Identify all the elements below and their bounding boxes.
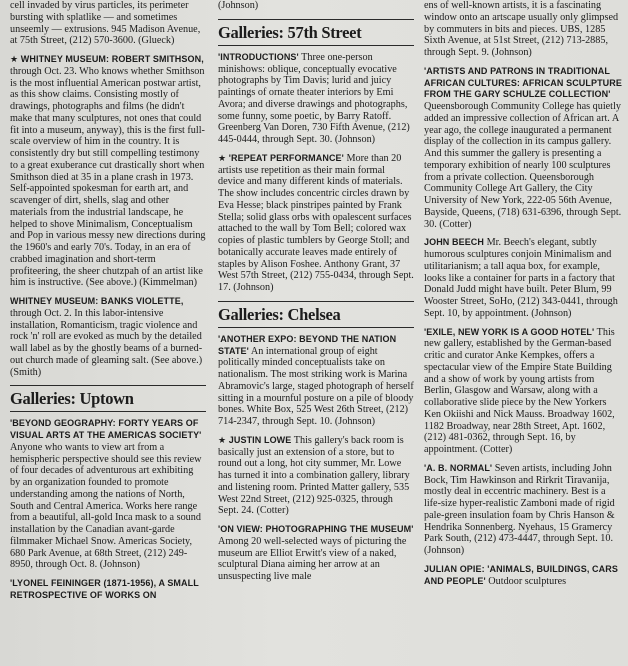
listing-body: An international group of eight politically minded conceptualists take on nationalism. The most striking work is Marina Abramovic's large, staged photograph of herself sitting in a mournful posture on a pile of bloody bones. White Box, 525 West 26th Street, (212) 714-2347, through Sept. 10. (Johnson) (218, 345, 414, 427)
listing-headline: 'BEYOND GEOGRAPHY: FORTY YEARS OF VISUAL ARTS AT THE AMERICAS SOCIETY' (10, 418, 202, 440)
listing-body: More than 20 artists use repetition as their main formal device and many different kinds of materials. The show includes concentric circles drawn by Eva Hesse; black pinstripes painted by Frank Stella; solid glass orbs with opalescent surfaces attached to the wall by Tom Bell; colored wax copies of plastic tumblers by George Stoll; and botanically accurate leaves made entirely of staples by Alison Foshee. Anthony Grant, 37 West 57th Street, (212) 755-0434, through Sept. 17. (Johnson) (218, 152, 414, 293)
listing-headline: JUSTIN LOWE (228, 434, 292, 445)
column-2 (218, 0, 414, 666)
listing-body: through Oct. 23. Who knows whether Smithson is the most influential American postwar artist, as this show claims. Consisting mostly of drawings, photographs and films (he didn't make that many sculptures, not ones that could fit into a museum, anyway), this is the first full-scale overview of him in the country. It is consistently dry but still compelling testimony to a great exuberance cut drastically short when Smithson died at 35 in a plane crash in 1973. Self-appointed spokesman for earth art, and scavenger of dirt, shells, slag and other materials from the industrial landscape, he helped to shove Minimalism, Conceptualism and Pop in various messy new directions during the 1960's and early 70's. Today, in an era of crabbed imagination and short-term profiteering, the sheer chutzpah of an artist like him is instructive. (See above.) (Kimmelman) (10, 65, 206, 289)
listing-headline: 'ANOTHER EXPO: BEYOND THE NATION STATE' (218, 333, 397, 356)
listing-headline: 'ARTISTS AND PATRONS IN TRADITIONAL AFRICAN CULTURES: AFRICAN SCULPTURE FROM THE GARY SCHULZE COLLECTION' (424, 65, 622, 100)
section-heading: Galleries: Chelsea (218, 304, 341, 324)
section-rule (218, 301, 414, 302)
listing-headline: 'INTRODUCTIONS' (218, 51, 299, 62)
section-rule (218, 19, 414, 20)
listing-entry (10, 0, 206, 47)
listing-entry (218, 0, 414, 12)
listing-body: Anyone who wants to view art from a hemispheric perspective should see this review of four decades of adventurous art exhibiting by an organization founded to promote understanding among the nations of North, South and Central America. Works here range from a beautiful, all-gold Inca mask to a sound installation by the Canadian avant-garde filmmaker Michael Snow. Americas Society, 680 Park Avenue, at 68th Street, (212) 249-8950, through Oct. 8. (Johnson) (10, 441, 202, 571)
listing-body: Queensborough Community College has quietly added an impressive collection of African art. A year ago, the college inaugurated a permanent display of the collection in its campus gallery. And this summer the gallery is presenting a temporary exhibition of nearly 100 sculptures from a private collection. Queensborough Community College Art Gallery, the City University of New York, 222-05 56th Avenue, Bayside, Queens, (718) 631-6396, through Sept. 30. (Cotter) (424, 101, 622, 230)
column-1 (10, 0, 206, 666)
section-rule (218, 45, 414, 46)
listing-entry (218, 52, 414, 146)
listing-entry (10, 578, 206, 602)
listing-entry (218, 334, 414, 428)
listing-entry (10, 418, 206, 571)
section-rule (10, 385, 206, 386)
listing-headline: JULIAN OPIE: 'ANIMALS, BUILDINGS, CARS AND PEOPLE' (424, 563, 618, 586)
listing-headline: 'REPEAT PERFORMANCE' (228, 152, 344, 163)
listing-body: Three one-person minishows: oblique, conceptually evocative photographs by Tim Davis; lurid and juicy paintings of ornate theater interiors by Emi Avora; and diverse drawings and photographs, some funny, some poetic, by Barry Ratoff. Greenberg Van Doren, 730 Fifth Avenue, (212) 445-0444, through Sept. 30. (Johnson) (218, 51, 410, 145)
section-rule (10, 411, 206, 412)
listing-headline: 'ON VIEW: PHOTOGRAPHING THE MUSEUM' (218, 524, 414, 534)
listing-body: Seven artists, including John Bock, Tim Hawkinson and Rirkrit Tiravanija, mostly deal in eccentric machinery. Best is a life-size hyper-realistic Zamboni made of rigid pale-green insulation foam by Chris Hanson & Hendrika Sonnenberg. Nyehaus, 15 Gramercy Park South, (212) 473-4447, through Sept. 10. (Johnson) (424, 462, 615, 556)
listing-entry (424, 327, 622, 456)
listing-headline: 'A. B. NORMAL' (424, 462, 493, 473)
listing-entry (424, 237, 622, 319)
listing-body: (Johnson) (218, 0, 259, 11)
section-rule (218, 327, 414, 328)
listing-entry (424, 0, 622, 59)
listing-headline: WHITNEY MUSEUM: ROBERT SMITHSON, (20, 54, 204, 64)
column-3 (424, 0, 622, 666)
listing-headline: JOHN BEECH (424, 237, 485, 248)
listing-body: cell invaded by virus particles, its perimeter bursting with splatlike — and sometimes unseemly — extrusions. 945 Madison Avenue, at 75th Street, (212) 570-3600. (Glueck) (10, 0, 201, 47)
listing-body: This gallery's back room is basically just an extension of a store, but to round out a long, hot city summer, Mr. Lowe has turned it into a combination gallery, library and listening room. Printed Matter gallery, 535 West 22nd Street, (212) 925-0325, through Sept. 24. (Cotter) (218, 434, 410, 517)
listing-body: Outdoor sculptures (485, 575, 567, 587)
section-heading: Galleries: Uptown (10, 389, 134, 409)
listing-headline: 'EXILE, NEW YORK IS A GOOD HOTEL' (424, 326, 595, 337)
listing-entry (218, 153, 414, 294)
section-heading: Galleries: 57th Street (218, 22, 362, 42)
listing-entry (424, 66, 622, 231)
recommended-star-icon: ★ (10, 54, 21, 64)
listing-body: ens of well-known artists, it is a fascinating window onto an artscape usually only glimpsed by commuters in bits and pieces. UBS, 1285 Sixth Avenue, at 51st Street, (212) 713-2885, through Sept. 9. (Johnson) (424, 0, 619, 58)
listing-entry (10, 296, 206, 378)
listing-headline: WHITNEY MUSEUM: BANKS VIOLETTE, (10, 296, 184, 306)
listing-body: This new gallery, established by the German-based critic and curator Anke Kempkes, offers a spectacular view of the Empire State Building and a show of work by young artists from Berlin, Glasgow and Warsaw, along with a collaborative slide piece by the New Yorkers Ken Okiishi and Nick Mauss. Broadway 1602, 1182 Broadway, near 28th Street, Apt. 1602, (212) 481-0362, through Sept. 16, by appointment. (Cotter) (424, 326, 615, 455)
listing-entry (218, 524, 414, 583)
listing-body: through Oct. 2. In this labor-intensive installation, Romanticism, tragic violence and rock 'n' roll are evoked as much by the detailed wall label as by the ghostly beams of a burned-out church made of gleaming salt. (See above.) (Smith) (10, 307, 203, 378)
recommended-star-icon: ★ (218, 434, 229, 445)
listing-entry (424, 463, 622, 557)
listing-entry (10, 54, 206, 289)
listing-entry (218, 435, 414, 517)
listing-body: Among 20 well-selected ways of picturing the museum are Elliot Erwitt's view of a naked, sculptural Diana aiming her arrow at an unsuspecting live male (218, 535, 407, 582)
listing-entry (424, 564, 622, 588)
listing-headline: 'LYONEL FEININGER (1871-1956), A SMALL RETROSPECTIVE OF WORKS ON (10, 578, 199, 600)
listing-body: Mr. Beech's elegant, subtly humorous sculptures conjoin Minimalism and utilitarianism; a tall aqua box, for example, looks like a container for parts in a factory that Donald Judd might have built. Peter Blum, 99 Wooster Street, SoHo, (212) 343-0441, through Sept. 10, by appointment. (Johnson) (424, 237, 618, 319)
recommended-star-icon: ★ (218, 152, 229, 163)
